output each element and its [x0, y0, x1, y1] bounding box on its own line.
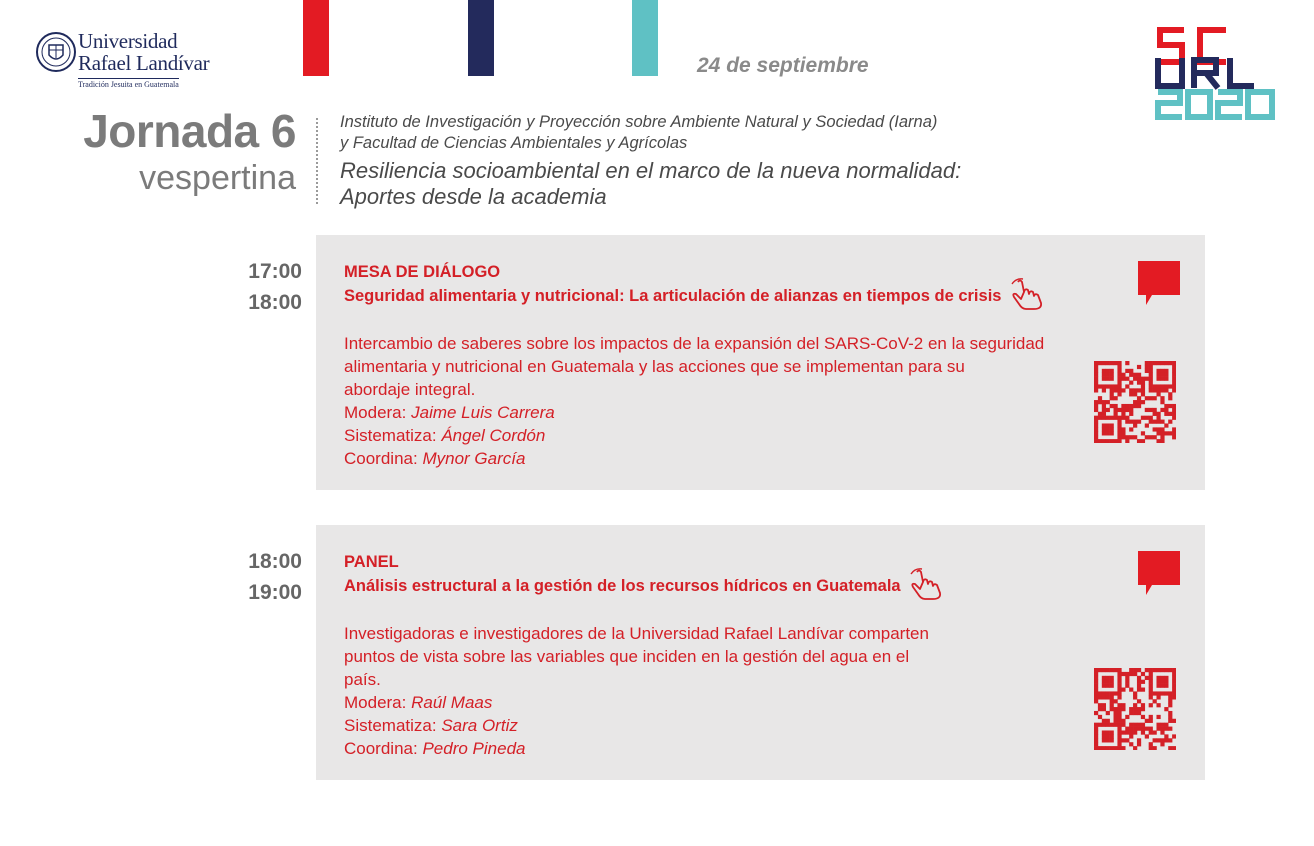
decorative-bar-red	[303, 0, 329, 76]
moderator-label: Modera:	[344, 403, 407, 422]
organizer-block	[340, 112, 961, 210]
description-line: Investigadoras e investigadores de la Universidad Rafael Landívar comparten	[344, 624, 929, 643]
coordinator-name: Pedro Pineda	[422, 739, 526, 758]
organizer-line-1: Instituto de Investigación y Proyección sobre Ambiente Natural y Sociedad (Iarna)	[340, 113, 938, 131]
coordinator-label: Coordina:	[344, 739, 418, 758]
session-end-time: 18:00	[248, 291, 302, 314]
logo-university-line: Universidad	[78, 29, 178, 53]
session-title: Análisis estructural a la gestión de los recursos hídricos en Guatemala	[344, 577, 901, 596]
moderator-label: Modera:	[344, 693, 407, 712]
event-date: 24 de septiembre	[697, 54, 869, 77]
congress-logo	[1150, 24, 1282, 126]
qr-code[interactable]	[1094, 668, 1176, 750]
systematizer-line	[344, 424, 1048, 447]
qr-code[interactable]	[1094, 361, 1176, 443]
theme-line-1: Resiliencia socioambiental en el marco de la nueva normalidad:	[340, 158, 962, 183]
session-title-block	[83, 104, 296, 198]
description-line: alimentaria y nutricional en Guatemala y las acciones que se implementan para su	[344, 357, 965, 376]
page-title: Jornada 6	[83, 105, 296, 157]
systematizer-line	[344, 714, 947, 737]
university-seal-icon	[36, 26, 80, 78]
coordinator-label: Coordina:	[344, 449, 418, 468]
organizer-line-2: y Facultad de Ciencias Ambientales y Agrícolas	[340, 134, 688, 152]
coordinator-line	[344, 737, 947, 760]
session-start-time: 18:00	[248, 550, 302, 573]
session-time	[218, 256, 302, 318]
session-details	[344, 261, 1048, 470]
logo-name-line: Rafael Landívar	[78, 51, 210, 75]
session-description	[344, 332, 1048, 401]
session-type: PANEL	[344, 553, 399, 571]
page-subtitle: vespertina	[139, 159, 296, 197]
moderator-name: Raúl Maas	[411, 693, 493, 712]
logo-tagline: Tradición Jesuita en Guatemala	[78, 80, 179, 89]
decorative-bar-navy	[468, 0, 494, 76]
moderator-line	[344, 691, 947, 714]
coordinator-name: Mynor García	[422, 449, 526, 468]
session-end-time: 19:00	[248, 581, 302, 604]
session-start-time: 17:00	[248, 260, 302, 283]
chat-bubble-icon[interactable]	[1136, 259, 1182, 309]
moderator-name: Jaime Luis Carrera	[411, 403, 555, 422]
systematizer-name: Ángel Cordón	[441, 426, 546, 445]
title-divider	[316, 118, 318, 204]
decorative-bar-teal	[632, 0, 658, 76]
coordinator-line	[344, 447, 1048, 470]
description-line: Intercambio de saberes sobre los impactos de la expansión del SARS-CoV-2 en la seguridad	[344, 334, 1045, 353]
session-type: MESA DE DIÁLOGO	[344, 263, 501, 281]
session-card	[316, 235, 1205, 490]
systematizer-name: Sara Ortiz	[441, 716, 518, 735]
moderator-line	[344, 401, 1048, 424]
systematizer-label: Sistematiza:	[344, 716, 437, 735]
session-details	[344, 551, 947, 760]
session-description	[344, 622, 947, 691]
university-logo	[36, 26, 216, 90]
pointing-hand-icon[interactable]	[909, 568, 947, 600]
pointing-hand-icon[interactable]	[1010, 278, 1048, 310]
description-line: abordaje integral.	[344, 380, 476, 399]
description-line: puntos de vista sobre las variables que inciden en la gestión del agua en el	[344, 647, 910, 666]
session-time	[218, 546, 302, 608]
systematizer-label: Sistematiza:	[344, 426, 437, 445]
session-title: Seguridad alimentaria y nutricional: La articulación de alianzas en tiempos de crisis	[344, 287, 1002, 306]
description-line: país.	[344, 670, 381, 689]
session-card	[316, 525, 1205, 780]
theme-line-2: Aportes desde la academia	[340, 184, 607, 209]
chat-bubble-icon[interactable]	[1136, 549, 1182, 599]
